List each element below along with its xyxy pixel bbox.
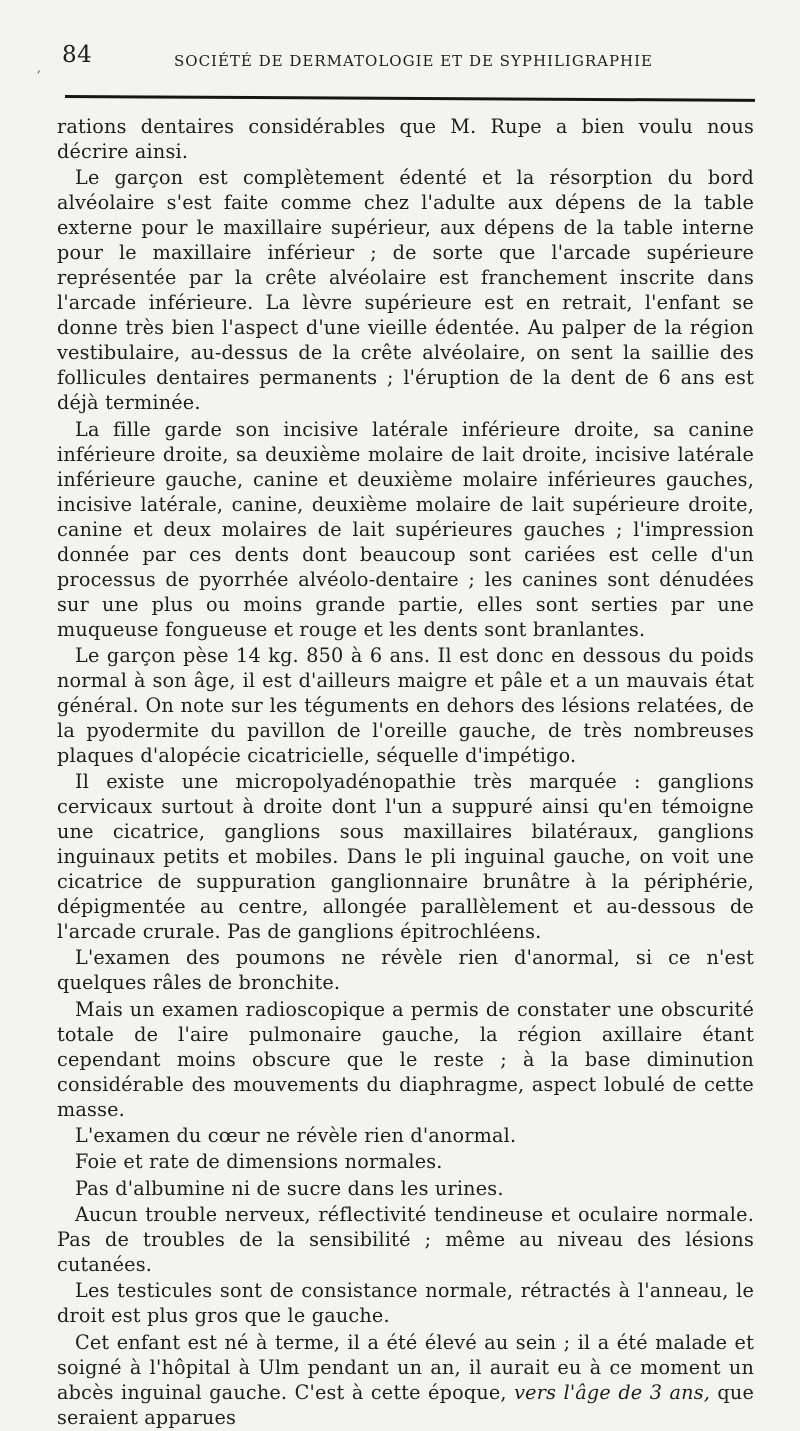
header-rule xyxy=(65,95,755,102)
paragraph-adenopathy: Il existe une micropolyadénopathie très marquée : ganglions cervicaux surtout à droite dont l'un a suppuré ainsi qu'en témoigne une cicatrice, ganglions sous maxillaires bilatéraux, ganglions inguinaux petits et mobiles. Dans le pli inguinal gauche, on voit une cicatrice de suppuration ganglionnaire brunâtre à la périphérie, dépigmentée au centre, allongée parallèlement et au-dessous de l'arcade crurale. Pas de ganglions épitrochléens. xyxy=(57,770,754,944)
history-italic: vers l'âge de 3 ans, xyxy=(514,1380,711,1404)
paragraph-weight: Le garçon pèse 14 kg. 850 à 6 ans. Il est donc en dessous du poids normal à son âge, il est d'ailleurs maigre et pâle et a un mauvais état général. On note sur les téguments en dehors des lésions relatées, de la pyodermite du pavillon de l'oreille gauche, de très nombreuses plaques d'alopécie cicatricielle, séquelle d'impétigo. xyxy=(57,643,754,767)
page-number: 84 xyxy=(62,42,93,68)
running-title: SOCIÉTÉ DE DERMATOLOGIE ET DE SYPHILIGRAPHIE xyxy=(174,52,654,70)
history-text: Cet enfant est né à terme, il a été élevé au sein ; il a été malade et soigné à l'hôpital à Ulm pendant un an, il aurait eu à ce moment un abcès inguinal gauche. C'est à cette époque, xyxy=(57,1330,754,1404)
paragraph-heart: L'examen du cœur ne révèle rien d'anormal. xyxy=(75,1124,517,1148)
paragraph-girl-teeth: La fille garde son incisive latérale inférieure droite, sa canine inférieure droite, sa deuxième molaire de lait droite, incisive latérale inférieure gauche, canine et deuxième molaire inférieures gauches, incisive latérale, canine, deuxième molaire de lait supérieure droite, canine et deux molaires de lait supérieures gauches ; l'impression donnée par ces dents dont beaucoup sont cariées est celle d'un processus de pyorrhée alvéolo-dentaire ; les canines sont dénudées sur une plus ou moins grande partie, elles sont serties par une muqueuse fongueuse et rouge et les dents sont branlantes. xyxy=(57,417,754,641)
paragraph-liver: Foie et rate de dimensions normales. xyxy=(75,1150,443,1174)
scan-mark: , xyxy=(37,61,41,75)
paragraph-dental-resorption: Le garçon est complètement édenté et la résorption du bord alvéolaire s'est faite comme chez l'adulte aux dépens de la table externe pour le maxillaire supérieur, aux dépens de la table interne pour le maxillaire inférieur ; de sorte que l'arcade supérieure représentée par la crête alvéolaire est franchement inscrite dans l'arcade inférieure. La lèvre supérieure est en retrait, l'enfant se donne très bien l'aspect d'une vieille édentée. Au palper de la région vestibulaire, au-dessus de la crête alvéolaire, on sent la saillie des follicules dentaires permanents ; l'éruption de la dent de 6 ans est déjà terminée. xyxy=(57,166,754,415)
history-text-end: que seraient apparues xyxy=(57,1380,755,1429)
page-header xyxy=(0,42,800,82)
paragraph-nervous: Aucun trouble nerveux, réflectivité tendineuse et oculaire normale. Pas de troubles de la sensibilité ; même au niveau des lésions cutanées. xyxy=(57,1202,754,1276)
paragraph-continuation: rations dentaires considérables que M. Rupe a bien voulu nous décrire ainsi. xyxy=(57,115,754,163)
paragraph-urine: Pas d'albumine ni de sucre dans les urines. xyxy=(75,1176,504,1200)
body-text xyxy=(57,114,754,1431)
paragraph-lungs: L'examen des poumons ne révèle rien d'anormal, si ce n'est quelques râles de bronchite. xyxy=(57,946,754,995)
paragraph-history xyxy=(57,1330,754,1430)
paragraph-radioscopy: Mais un examen radioscopique a permis de constater une obscurité totale de l'aire pulmonaire gauche, la région axillaire étant cependant moins obscure que le reste ; à la base diminution considérable des mouvements du diaphragme, aspect lobulé de cette masse. xyxy=(57,997,754,1121)
paragraph-testicles: Les testicules sont de consistance normale, rétractés à l'anneau, le droit est plus gros que le gauche. xyxy=(57,1279,754,1328)
